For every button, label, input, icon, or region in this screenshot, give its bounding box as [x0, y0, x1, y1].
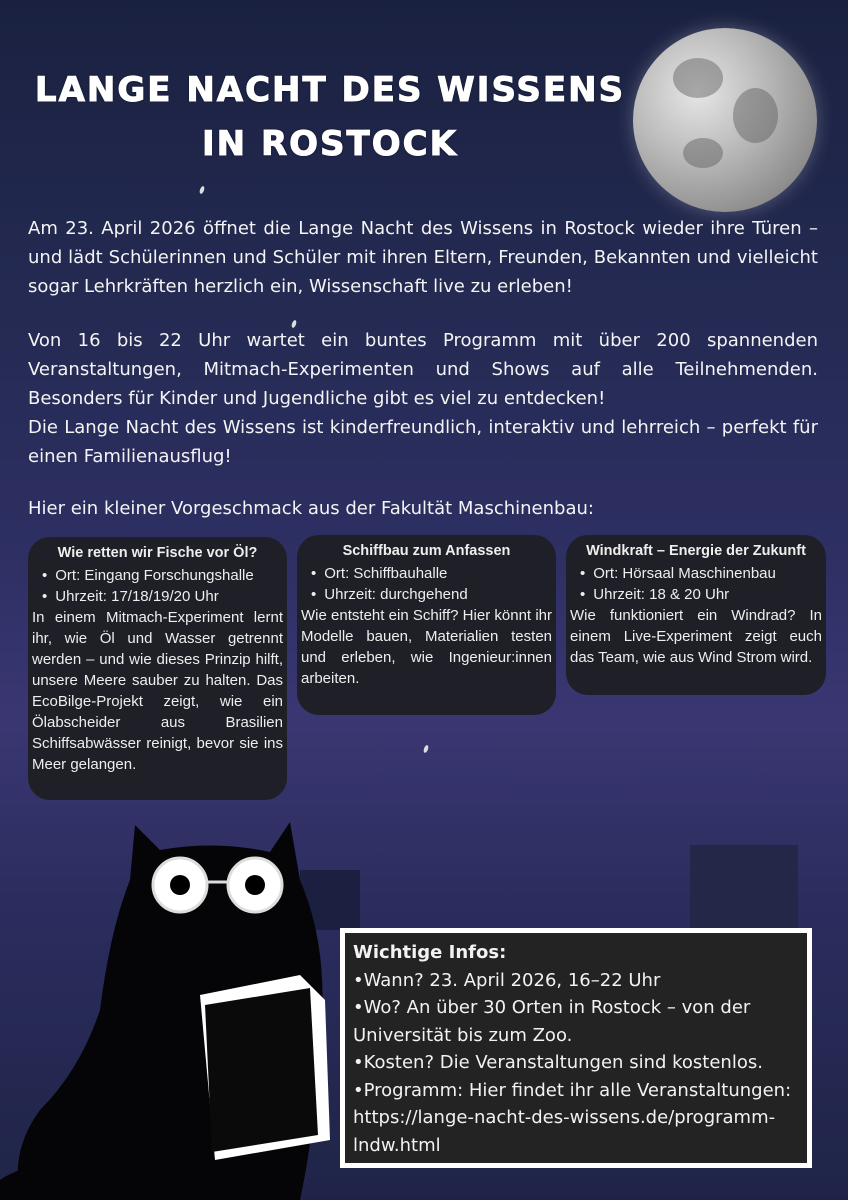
family-text: Die Lange Nacht des Wissens ist kinderfreundlich, interaktiv und lehrreich – perfekt für einen Familienausflug! — [28, 417, 818, 467]
poster-title-line2: IN ROSTOCK — [202, 124, 458, 164]
info-when: •Wann? 23. April 2026, 16–22 Uhr — [353, 969, 661, 991]
star-decoration — [199, 186, 205, 195]
event-location: • Ort: Hörsaal Maschinenbau — [580, 563, 822, 584]
teaser-text: Hier ein kleiner Vorgeschmack aus der Fakultät Maschinenbau: — [28, 498, 594, 519]
event-location: • Ort: Schiffbauhalle — [311, 563, 552, 584]
event-description: Wie funktioniert ein Windrad? In einem Live-Experiment zeigt euch das Team, wie aus Wind Strom wird. — [570, 607, 822, 666]
event-description: Wie entsteht ein Schiff? Hier könnt ihr Modelle bauen, Materialien testen und erleben, wie Ingenieur:innen arbeiten. — [301, 607, 552, 687]
event-time: • Uhrzeit: 17/18/19/20 Uhr — [42, 586, 283, 607]
event-time: • Uhrzeit: 18 & 20 Uhr — [580, 584, 822, 605]
info-cost: •Kosten? Die Veranstaltungen sind kostenlos. — [353, 1052, 763, 1073]
event-card — [297, 535, 556, 715]
event-card — [28, 537, 287, 800]
building-silhouette — [690, 845, 798, 935]
event-card — [566, 535, 826, 695]
intro-paragraph-2 — [28, 326, 818, 471]
important-info-box — [340, 928, 812, 1168]
event-title: Windkraft – Energie der Zukunft — [586, 543, 806, 559]
moon-image — [633, 28, 817, 212]
event-description: In einem Mitmach-Experiment lernt ihr, wie Öl und Wasser getrennt werden – und wie dieses Prinzip hilft, unsere Meere sauber zu halten. Das EcoBilge-Projekt zeigt, wie ein Ölabscheider aus Brasilien Schiffsabwässer reinigt, bevor sie ins Meer gelangen. — [32, 609, 283, 773]
event-title: Wie retten wir Fische vor Öl? — [57, 545, 258, 561]
info-program-link[interactable]: •Programm: Hier findet ihr alle Veranstaltungen: https://lange-nacht-des-wissens.de/programm-lndw.html — [353, 1079, 792, 1156]
event-time: • Uhrzeit: durchgehend — [311, 584, 552, 605]
owl-with-book-illustration — [0, 810, 360, 1200]
info-heading: Wichtige Infos: — [353, 942, 507, 963]
program-text: Von 16 bis 22 Uhr wartet ein buntes Programm mit über 200 spannenden Veranstaltungen, Mitmach-Experimenten und Shows auf alle Teilnehmenden. Besonders für Kinder und Jugendliche gibt es viel zu entdecken! — [28, 330, 818, 409]
info-where: •Wo? An über 30 Orten in Rostock – von der Universität bis zum Zoo. — [353, 997, 751, 1046]
event-title: Schiffbau zum Anfassen — [342, 543, 511, 559]
star-decoration — [423, 745, 429, 754]
poster-title-line1: LANGE NACHT DES WISSENS — [34, 70, 626, 110]
event-location: • Ort: Eingang Forschungshalle — [42, 565, 283, 586]
intro-paragraph-1: Am 23. April 2026 öffnet die Lange Nacht des Wissens in Rostock wieder ihre Türen – und lädt Schülerinnen und Schüler mit ihren Eltern, Freunden, Bekannten und vielleicht sogar Lehrkräften herzlich ein, Wissenschaft live zu erleben! — [28, 218, 818, 297]
